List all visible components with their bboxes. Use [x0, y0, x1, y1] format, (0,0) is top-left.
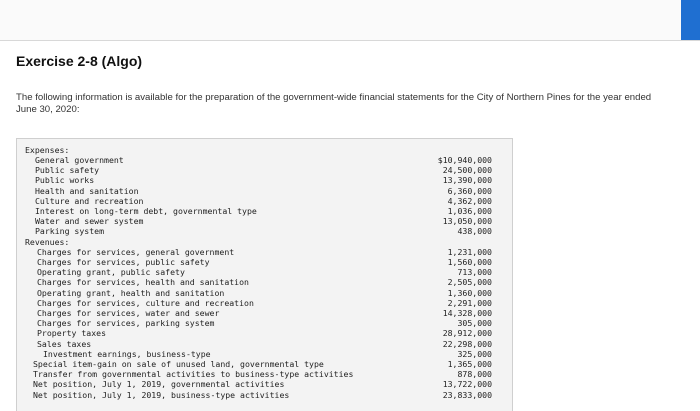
row-value: 22,298,000 — [442, 338, 492, 349]
row-value: 1,360,000 — [447, 287, 492, 298]
row-value: 325,000 — [457, 348, 492, 359]
expense-row — [17, 186, 512, 196]
other-row — [17, 369, 512, 379]
row-value: 1,231,000 — [447, 246, 492, 257]
row-label: Net position, July 1, 2019, governmental activities — [33, 379, 285, 390]
row-value: 438,000 — [457, 226, 492, 237]
revenue-row — [17, 298, 512, 308]
row-value: 4,362,000 — [447, 195, 492, 206]
other-row — [17, 390, 512, 400]
row-label: Public safety — [35, 165, 100, 176]
row-label: Charges for services, parking system — [37, 318, 215, 329]
row-label: Interest on long-term debt, governmental type — [35, 206, 257, 216]
revenue-row — [17, 267, 512, 277]
row-value: 305,000 — [457, 318, 492, 329]
accent-bar — [681, 0, 700, 40]
row-label: Culture and recreation — [35, 195, 144, 206]
row-label: Charges for services, health and sanitation — [37, 277, 249, 288]
row-label: Charges for services, general government — [37, 246, 235, 257]
row-label: General government — [35, 155, 124, 165]
row-label: Property taxes — [37, 328, 107, 339]
expense-row — [17, 216, 512, 226]
row-label: Operating grant, health and sanitation — [37, 287, 225, 298]
row-value: 878,000 — [457, 369, 492, 380]
expense-row — [17, 175, 512, 185]
revenues-header-row — [17, 237, 512, 247]
revenue-row — [17, 277, 512, 287]
revenue-row — [17, 257, 512, 267]
revenue-row — [17, 308, 512, 318]
top-bar — [0, 0, 700, 40]
row-value: 13,390,000 — [442, 175, 492, 186]
row-label: Special item-gain on sale of unused land, governmental type — [33, 359, 324, 369]
financial-data-table — [16, 138, 513, 411]
row-label: Operating grant, public safety — [37, 267, 185, 278]
expense-row — [17, 226, 512, 236]
row-value: $10,940,000 — [437, 155, 492, 165]
revenue-row — [17, 339, 512, 349]
row-label: Net position, July 1, 2019, business-type activities — [33, 389, 290, 400]
row-label: Public works — [35, 175, 95, 186]
row-value: 2,505,000 — [447, 277, 492, 288]
row-value: 2,291,000 — [447, 297, 492, 308]
other-row — [17, 359, 512, 369]
revenue-row — [17, 318, 512, 328]
row-label: Transfer from governmental activities to business-type activities — [33, 369, 354, 380]
row-value: 13,050,000 — [442, 216, 492, 227]
revenue-row — [17, 328, 512, 338]
header-divider — [0, 40, 700, 41]
row-value: 23,833,000 — [442, 389, 492, 400]
other-row — [17, 379, 512, 389]
row-value: 6,360,000 — [447, 185, 492, 196]
row-value: 1,365,000 — [447, 359, 492, 369]
expense-row — [17, 196, 512, 206]
row-value: 13,722,000 — [442, 379, 492, 390]
row-value: 14,328,000 — [442, 308, 492, 318]
row-label: Water and sewer system — [35, 216, 144, 227]
row-value: 1,560,000 — [447, 257, 492, 267]
row-label: Revenues: — [25, 236, 70, 247]
row-value: 1,036,000 — [447, 206, 492, 216]
expense-row — [17, 155, 512, 165]
exercise-intro: The following information is available for the preparation of the government-wide financial statements for the City of Northern Pines for the year ended June 30, 2020: — [16, 92, 652, 115]
revenue-row — [17, 247, 512, 257]
row-value: 24,500,000 — [442, 165, 492, 176]
revenue-row — [17, 349, 512, 359]
row-value: 713,000 — [457, 267, 492, 278]
row-label: Health and sanitation — [35, 185, 139, 196]
row-label: Charges for services, culture and recreation — [37, 297, 254, 308]
row-value: 28,912,000 — [442, 328, 492, 339]
exercise-title: Exercise 2-8 (Algo) — [16, 53, 143, 69]
row-label: Sales taxes — [37, 338, 92, 349]
row-label: Parking system — [35, 226, 105, 237]
expenses-header: Expenses: — [25, 145, 70, 155]
revenue-row — [17, 288, 512, 298]
expense-row — [17, 165, 512, 175]
row-label: Charges for services, public safety — [37, 257, 210, 267]
expense-row — [17, 206, 512, 216]
row-label: Investment earnings, business-type — [43, 348, 211, 359]
expenses-header-row — [17, 145, 512, 155]
row-label: Charges for services, water and sewer — [37, 308, 220, 318]
